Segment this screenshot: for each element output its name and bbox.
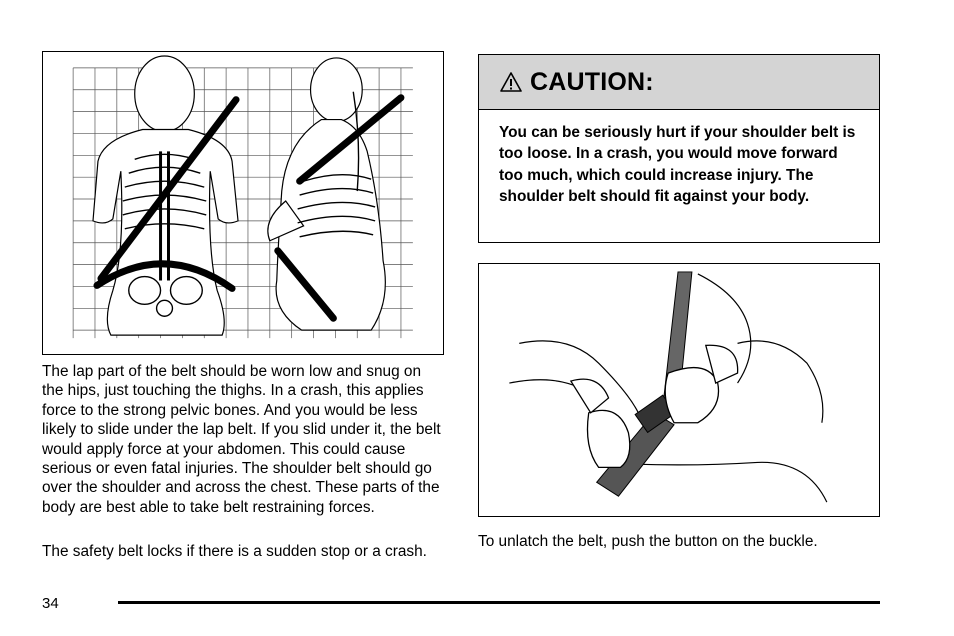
lap-belt-paragraph: The lap part of the belt should be worn low and snug on the hips, just touching the thighs. In a crash, this applies force to the strong pelvic bones. And you would be less likely to slide under the lap belt. If you slid under it, the belt would apply force at your abdomen. This could cause serious or even fatal injuries. The shoulder belt should go over the shoulder and across the chest. These parts of the body are best able to take belt restraining forces. [42,363,441,516]
caution-header [479,55,879,110]
caution-box [478,54,880,243]
belt-lock-paragraph: The safety belt locks if there is a sudden stop or a crash. [42,543,427,560]
skeleton-belt-illustration [42,51,444,355]
page-number: 34 [42,595,59,612]
warning-triangle-icon [499,71,523,93]
buckle-release-illustration [478,263,880,517]
caution-text: You can be seriously hurt if your shoulder belt is too loose. In a crash, you would move forward too much, which could increase injury. The shoulder belt should fit against your body. [499,124,856,205]
caution-title: CAUTION: [530,67,654,96]
footer-rule [118,601,880,604]
unlatch-paragraph: To unlatch the belt, push the button on the buckle. [478,533,818,550]
